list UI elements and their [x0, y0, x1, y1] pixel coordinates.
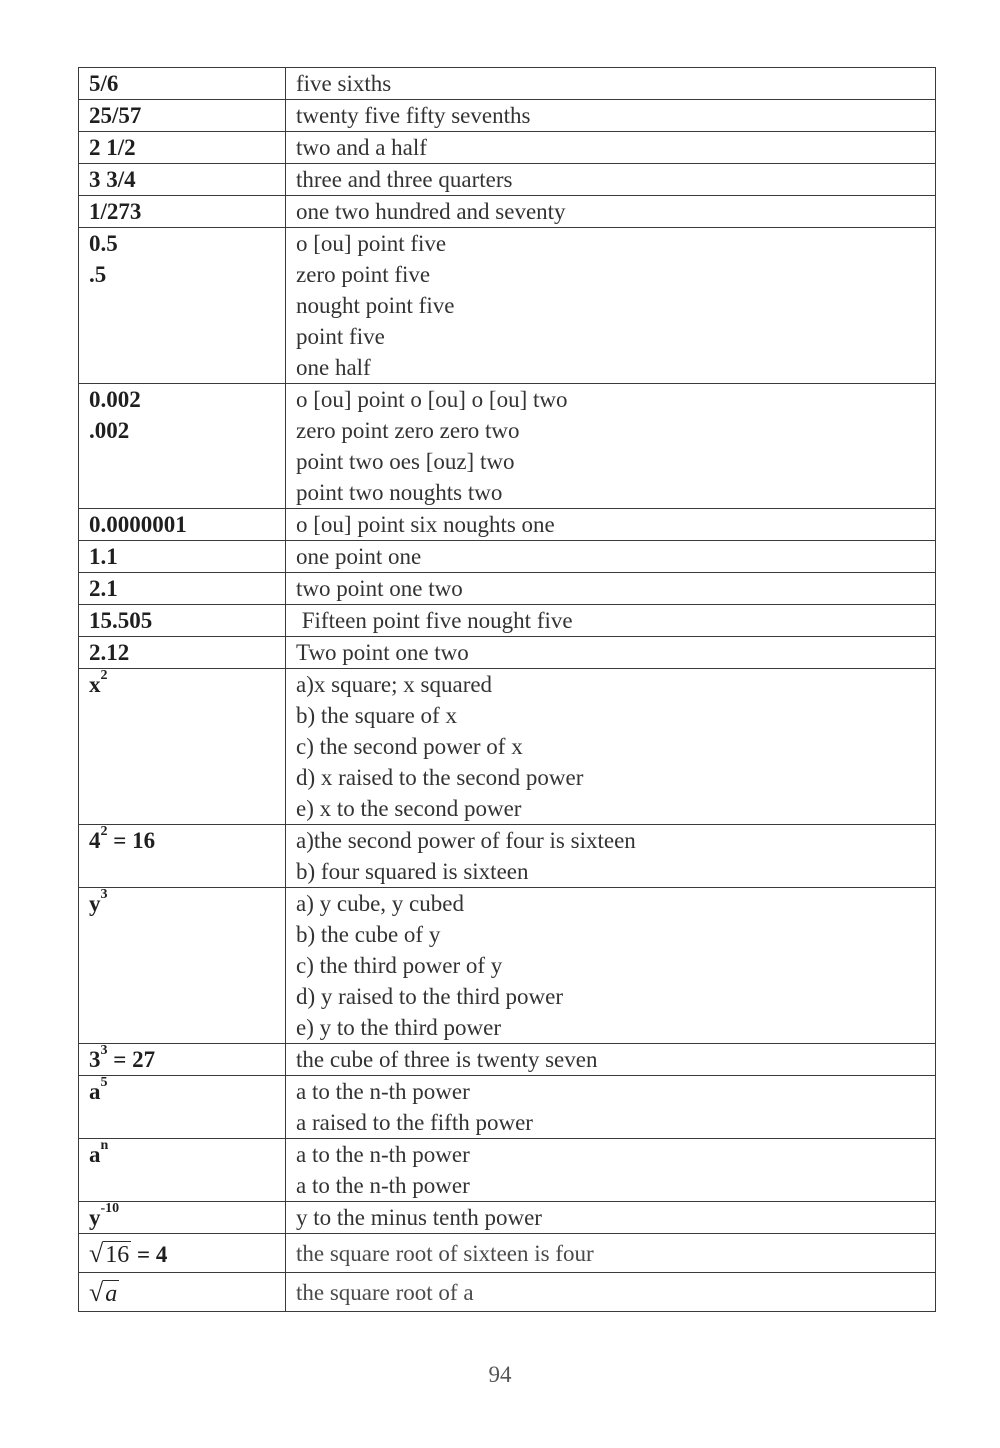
reading-text: a to the n-th power: [296, 1173, 470, 1198]
power-expression: [89, 888, 285, 919]
reading-cell: [286, 1202, 936, 1234]
reading-cell: [286, 100, 936, 132]
power-exponent: n: [100, 1138, 109, 1154]
reading-text: the square root of sixteen is four: [296, 1241, 594, 1266]
expression-text: 2.1: [89, 576, 118, 601]
reading-cell: [286, 605, 936, 637]
table-row: [79, 573, 936, 605]
expression-cell: [79, 100, 286, 132]
reading-cell: [286, 132, 936, 164]
table-row: [79, 605, 936, 637]
expression-text: 1/273: [89, 199, 142, 224]
reading-cell: [286, 541, 936, 573]
reading-text: Two point one two: [296, 640, 469, 665]
table-row: [79, 509, 936, 541]
reading-text: twenty five fifty sevenths: [296, 103, 531, 128]
reading-text: b) the square of x: [296, 703, 457, 728]
power-base: y: [89, 891, 101, 916]
expression-cell: [79, 825, 286, 888]
reading-cell: [286, 509, 936, 541]
table-row: [79, 384, 936, 509]
expression-cell: [79, 605, 286, 637]
expression-text: 15.505: [89, 608, 153, 633]
expression-cell: [79, 228, 286, 384]
expression-cell: [79, 573, 286, 605]
reading-cell: [286, 1234, 936, 1273]
numbers-reading-table: [78, 67, 936, 1312]
reading-text: the square root of a: [296, 1280, 474, 1305]
reading-cell: [286, 68, 936, 100]
radical: [89, 1238, 131, 1271]
reading-cell: [286, 1139, 936, 1202]
expression-cell: [79, 1202, 286, 1234]
reading-text: Fifteen point five nought five: [296, 608, 573, 633]
reading-text: a) y cube, y cubed: [296, 891, 464, 916]
reading-text: the cube of three is twenty seven: [296, 1047, 598, 1072]
reading-text: o [ou] point o [ou] o [ou] two: [296, 387, 568, 412]
table-row: [79, 68, 936, 100]
table-row: [79, 132, 936, 164]
table-row: [79, 1076, 936, 1139]
reading-text: zero point five: [296, 262, 431, 287]
reading-text: nought point five: [296, 293, 455, 318]
reading-text: o [ou] point five: [296, 231, 447, 256]
table-row: [79, 1139, 936, 1202]
expression-text: 0.0000001: [89, 512, 187, 537]
radicand: 16: [105, 1242, 130, 1268]
power-result: = 16: [107, 828, 156, 853]
reading-cell: [286, 1273, 936, 1312]
reading-text: a to the n-th power: [296, 1142, 470, 1167]
reading-text: a raised to the fifth power: [296, 1110, 533, 1135]
power-expression: [89, 669, 285, 700]
table-row: [79, 825, 936, 888]
expression-text: 25/57: [89, 103, 142, 128]
root-expression: [89, 1273, 285, 1308]
reading-cell: [286, 888, 936, 1044]
reading-text: e) y to the third power: [296, 1015, 502, 1040]
radicand: a: [105, 1281, 118, 1307]
reading-text: d) y raised to the third power: [296, 984, 563, 1009]
square-root-icon: √: [89, 1278, 104, 1307]
page-number: 94: [488, 1362, 512, 1387]
reading-cell: [286, 228, 936, 384]
power-base: a: [89, 1079, 101, 1104]
reading-cell: [286, 164, 936, 196]
table-row: [79, 1273, 936, 1312]
reading-text: one point one: [296, 544, 422, 569]
square-root-icon: √: [89, 1239, 104, 1268]
power-exponent: 2: [100, 668, 108, 684]
reading-text: c) the second power of x: [296, 734, 523, 759]
power-base: a: [89, 1142, 101, 1167]
root-result: = 4: [131, 1242, 168, 1267]
power-expression: [89, 1076, 285, 1107]
reading-text: a)the second power of four is sixteen: [296, 828, 636, 853]
reading-text: y to the minus tenth power: [296, 1205, 542, 1230]
power-expression: [89, 825, 285, 856]
power-exponent: 3: [100, 887, 108, 903]
power-expression: [89, 1044, 285, 1075]
expression-text: .5: [89, 262, 107, 287]
expression-text: 3 3/4: [89, 167, 136, 192]
expression-text: 2.12: [89, 640, 130, 665]
reading-cell: [286, 384, 936, 509]
power-exponent: 5: [100, 1075, 108, 1091]
expression-text: 0.002: [89, 387, 141, 412]
reading-text: five sixths: [296, 71, 392, 96]
reading-cell: [286, 573, 936, 605]
power-exponent: 3: [100, 1043, 108, 1059]
reading-text: b) the cube of y: [296, 922, 441, 947]
reading-text: three and three quarters: [296, 167, 513, 192]
radical: [89, 1277, 119, 1310]
reading-cell: [286, 196, 936, 228]
reading-text: a)x square; x squared: [296, 672, 493, 697]
power-base: 3: [89, 1047, 101, 1072]
power-exponent: -10: [100, 1201, 120, 1217]
reading-text: two point one two: [296, 576, 463, 601]
reading-text: a to the n-th power: [296, 1079, 470, 1104]
reading-text: zero point zero zero two: [296, 418, 520, 443]
expression-cell: [79, 669, 286, 825]
table-row: [79, 669, 936, 825]
reading-cell: [286, 1044, 936, 1076]
expression-cell: [79, 384, 286, 509]
expression-cell: [79, 1234, 286, 1273]
expression-text: .002: [89, 418, 130, 443]
reading-cell: [286, 1076, 936, 1139]
power-base: 4: [89, 828, 101, 853]
reading-text: point two noughts two: [296, 480, 503, 505]
root-expression: [89, 1234, 285, 1269]
expression-cell: [79, 888, 286, 1044]
table-row: [79, 637, 936, 669]
reading-text: point two oes [ouz] two: [296, 449, 515, 474]
reading-text: d) x raised to the second power: [296, 765, 584, 790]
power-exponent: 2: [100, 824, 108, 840]
expression-cell: [79, 1044, 286, 1076]
table-row: [79, 1044, 936, 1076]
expression-cell: [79, 1139, 286, 1202]
table-row: [79, 1234, 936, 1273]
expression-cell: [79, 164, 286, 196]
reading-text: one two hundred and seventy: [296, 199, 566, 224]
reading-text: c) the third power of y: [296, 953, 503, 978]
expression-cell: [79, 541, 286, 573]
reading-cell: [286, 825, 936, 888]
expression-text: 5/6: [89, 71, 119, 96]
reading-cell: [286, 637, 936, 669]
reading-text: point five: [296, 324, 385, 349]
expression-cell: [79, 196, 286, 228]
power-base: x: [89, 672, 101, 697]
power-result: = 27: [107, 1047, 156, 1072]
reading-text: two and a half: [296, 135, 427, 160]
reading-text: e) x to the second power: [296, 796, 522, 821]
expression-cell: [79, 132, 286, 164]
table-row: [79, 196, 936, 228]
table-row: [79, 164, 936, 196]
table-row: [79, 100, 936, 132]
table-row: [79, 1202, 936, 1234]
expression-cell: [79, 1076, 286, 1139]
power-expression: [89, 1202, 285, 1233]
reading-cell: [286, 669, 936, 825]
table-row: [79, 888, 936, 1044]
table-body: [79, 68, 936, 1312]
expression-text: 0.5: [89, 231, 118, 256]
power-base: y: [89, 1205, 101, 1230]
reading-text: o [ou] point six noughts one: [296, 512, 555, 537]
reading-text: b) four squared is sixteen: [296, 859, 529, 884]
expression-text: 2 1/2: [89, 135, 136, 160]
reading-text: one half: [296, 355, 371, 380]
expression-cell: [79, 509, 286, 541]
expression-cell: [79, 637, 286, 669]
expression-cell: [79, 68, 286, 100]
expression-text: 1.1: [89, 544, 118, 569]
power-expression: [89, 1139, 285, 1170]
table-row: [79, 541, 936, 573]
expression-cell: [79, 1273, 286, 1312]
table-row: [79, 228, 936, 384]
